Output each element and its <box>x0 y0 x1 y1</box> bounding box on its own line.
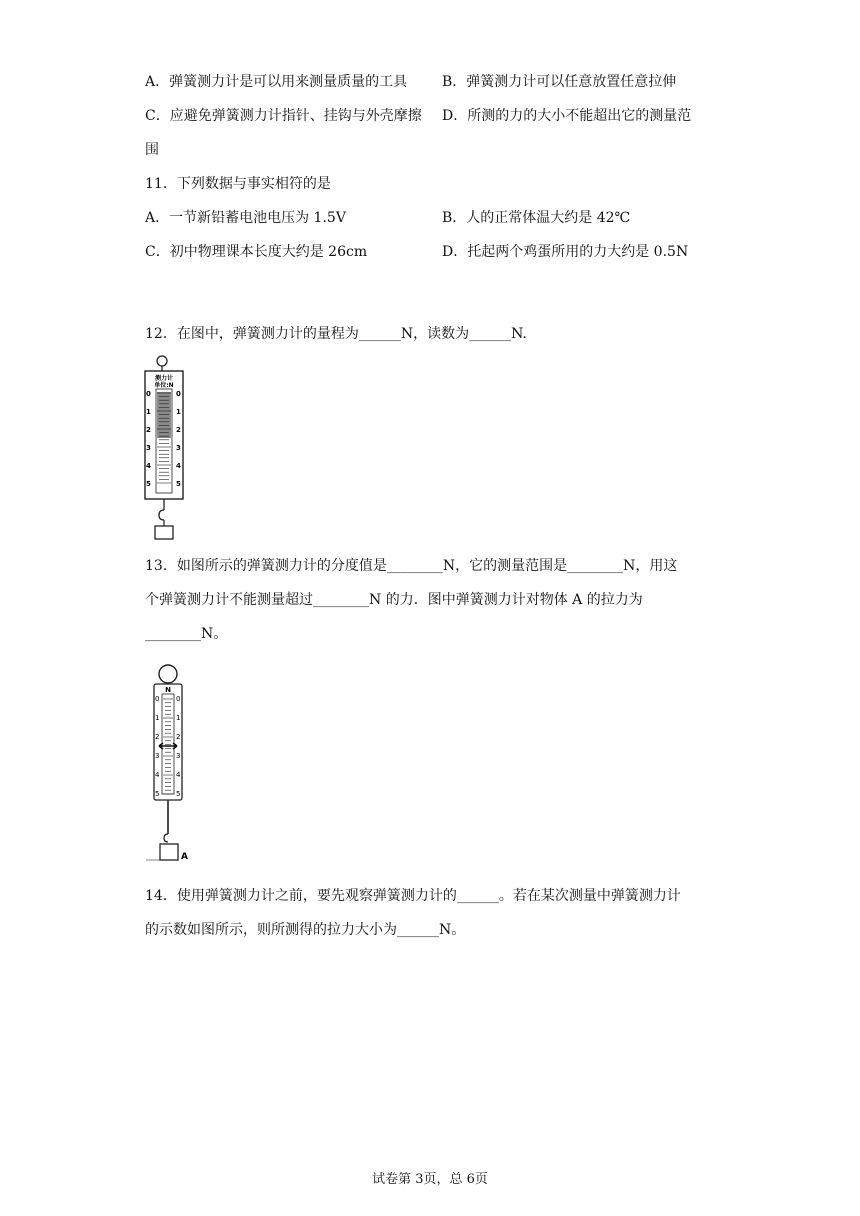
q12-label-3-right: 3 <box>176 444 181 452</box>
q13-line-1: 13．如图所示的弹簧测力计的分度值是________N，它的测量范围是________N，用这 <box>145 558 678 574</box>
q11-option-b: B．人的正常体温大约是 42℃ <box>442 210 631 226</box>
q12-label-5-left: 5 <box>146 480 151 488</box>
q12-label-1-left: 1 <box>146 408 151 416</box>
q13-object-label: A <box>181 852 188 862</box>
q10-option-a: A．弹簧测力计是可以用来测量质量的工具 <box>145 74 408 90</box>
q13-label-4-right: 4 <box>176 771 181 779</box>
page-footer: 试卷第 3页，总 6页 <box>372 1172 488 1187</box>
q12-label-4-right: 4 <box>176 462 181 470</box>
q13-label-4-left: 4 <box>155 771 160 779</box>
q13-label-1-left: 1 <box>155 714 160 722</box>
q10-option-c: C．应避免弹簧测力计指针、挂钩与外壳摩擦 <box>145 108 422 124</box>
q12-label-4-left: 4 <box>146 462 151 470</box>
q13-label-2-left: 2 <box>155 733 160 741</box>
q12-label-0-right: 0 <box>176 390 181 398</box>
q10-option-d-cont: 围 <box>145 142 159 158</box>
q13-label-1-right: 1 <box>176 714 181 722</box>
q13-label-0-left: 0 <box>155 695 160 703</box>
q13-label-5-right: 5 <box>176 790 181 798</box>
q12-label-2-right: 2 <box>176 426 181 434</box>
q14-line-1: 14．使用弹簧测力计之前，要先观察弹簧测力计的______。若在某次测量中弹簧测力计 <box>145 888 681 904</box>
q14-line-2: 的示数如图所示，则所测得的拉力大小为______N。 <box>145 922 466 938</box>
q13-label-0-right: 0 <box>176 695 181 703</box>
q13-label-2-right: 2 <box>176 733 181 741</box>
q11-stem: 11．下列数据与事实相符的是 <box>145 176 331 192</box>
q12-stem: 12．在图中，弹簧测力计的量程为______N，读数为______N. <box>145 326 527 342</box>
q13-line-3: ________N。 <box>145 626 228 642</box>
q12-label-2-left: 2 <box>146 426 151 434</box>
q10-option-d: D．所测的力的大小不能超出它的测量范 <box>442 108 692 124</box>
q13-unit-label: N <box>165 686 171 694</box>
q13-label-5-left: 5 <box>155 790 160 798</box>
q13-label-3-left: 3 <box>155 752 160 760</box>
q12-label-5-right: 5 <box>176 480 181 488</box>
q12-label-1-right: 1 <box>176 408 181 416</box>
q13-line-2: 个弹簧测力计不能测量超过________N 的力．图中弹簧测力计对物体 A 的拉力为 <box>145 592 643 608</box>
q12-label-0-left: 0 <box>146 390 151 398</box>
q11-option-a: A．一节新铅蓄电池电压为 1.5V <box>145 210 346 226</box>
q13-label-3-right: 3 <box>176 752 181 760</box>
q10-option-b: B．弹簧测力计可以任意放置任意拉伸 <box>442 74 677 90</box>
q12-scale-header-1: 测力计 <box>154 375 174 382</box>
q11-option-c: C．初中物理课本长度大约是 26cm <box>145 244 368 260</box>
q11-option-d: D．托起两个鸡蛋所用的力大约是 0.5N <box>442 244 689 260</box>
q12-label-3-left: 3 <box>146 444 151 452</box>
q12-spring-scale-figure <box>142 352 188 542</box>
q13-spring-scale-figure <box>144 662 204 866</box>
q12-scale-header-2: 单位:N <box>154 382 174 389</box>
